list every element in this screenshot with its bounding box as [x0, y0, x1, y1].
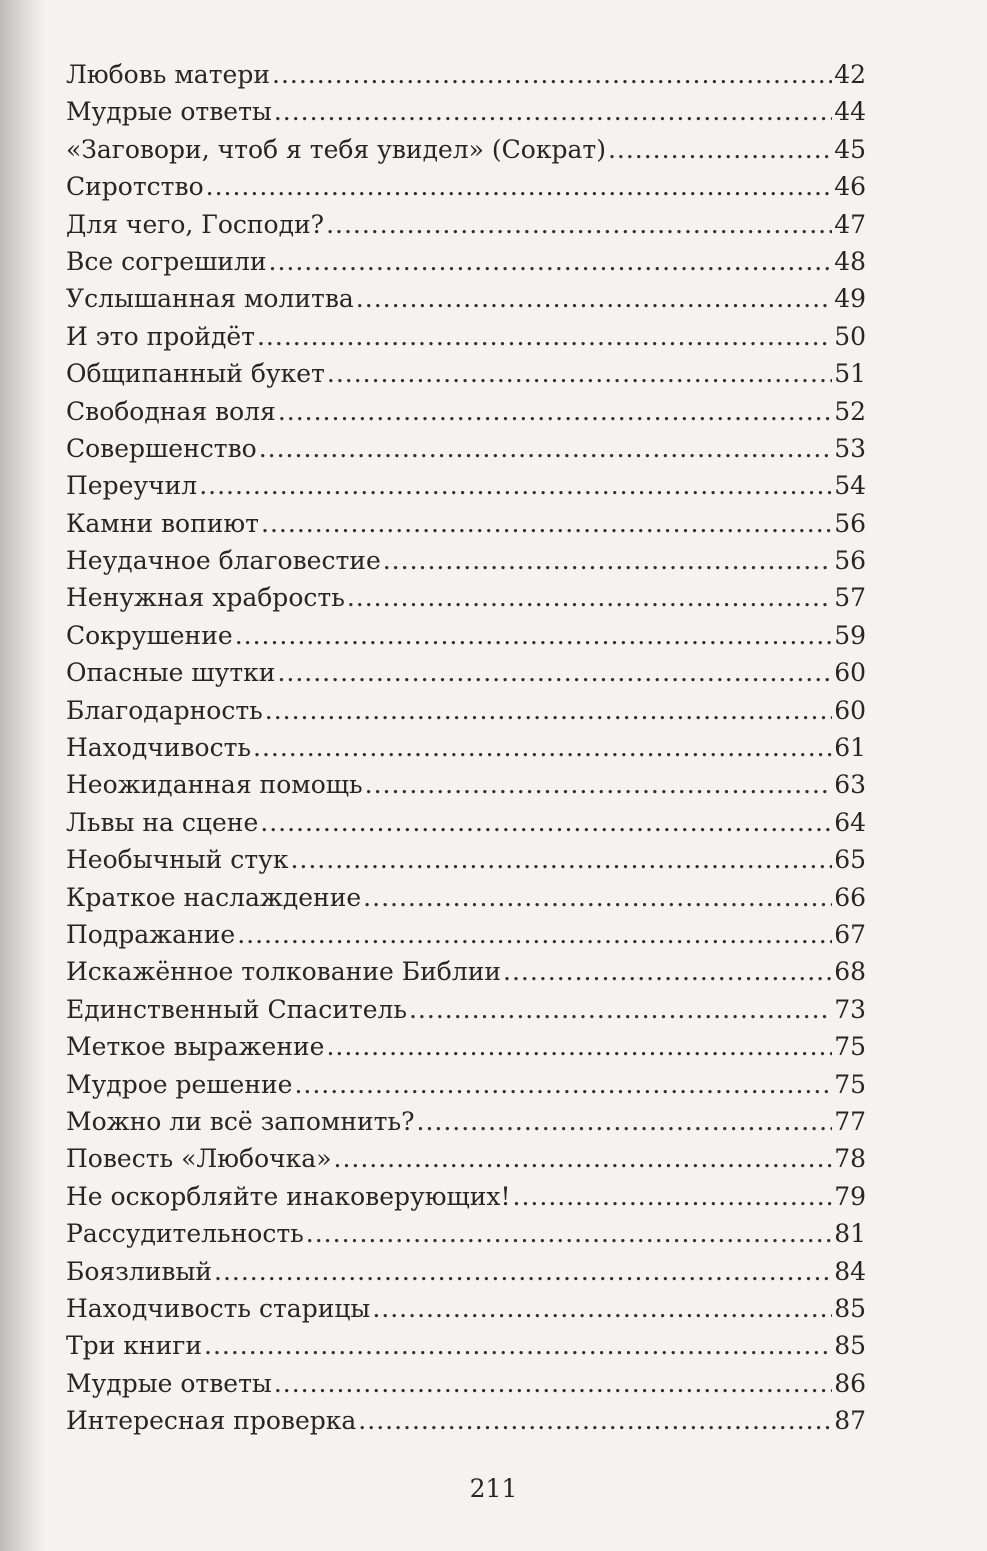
dot-leader: [272, 56, 832, 93]
dot-leader: [265, 692, 832, 729]
dot-leader: [358, 1402, 832, 1439]
toc-entry-page: 87: [834, 1406, 866, 1436]
dot-leader: [608, 131, 832, 168]
toc-entry: [66, 1103, 866, 1140]
dot-leader: [294, 1066, 832, 1103]
toc-entry-title: «Заговори, чтоб я тебя увидел» (Сократ): [66, 134, 606, 164]
toc-entry-title: Все согрешили: [66, 246, 267, 276]
toc-entry: [66, 542, 866, 579]
dot-leader: [269, 243, 832, 280]
dot-leader: [261, 505, 832, 542]
dot-leader: [253, 729, 832, 766]
dot-leader: [365, 766, 832, 803]
dot-leader: [363, 879, 832, 916]
dot-leader: [372, 1290, 832, 1327]
toc-entry-page: 53: [834, 433, 866, 463]
toc-entry: [66, 1066, 866, 1103]
toc-entry-page: 75: [834, 1032, 866, 1062]
toc-entry-title: Мудрые ответы: [66, 1368, 272, 1398]
toc-entry-page: 46: [834, 172, 866, 202]
dot-leader: [290, 841, 832, 878]
toc-entry-page: 86: [834, 1368, 866, 1398]
toc-entry-title: Можно ли всё запомнить?: [66, 1106, 415, 1136]
toc-entry: [66, 804, 866, 841]
toc-entry-title: Подражание: [66, 919, 236, 949]
toc-entry-page: 52: [834, 396, 866, 426]
toc-entry-page: 45: [834, 134, 866, 164]
toc-entry-page: 84: [834, 1256, 866, 1286]
toc-entry: [66, 280, 866, 317]
toc-entry: [66, 579, 866, 616]
toc-entry: [66, 766, 866, 803]
toc-entry: [66, 467, 866, 504]
toc-entry-title: Мудрое решение: [66, 1069, 293, 1099]
dot-leader: [326, 206, 832, 243]
toc-entry-page: 67: [834, 919, 866, 949]
toc-entry: [66, 1028, 866, 1065]
toc-entry-title: Благодарность: [66, 695, 263, 725]
toc-entry-page: 56: [834, 508, 866, 538]
toc-entry-title: Находчивость старицы: [66, 1293, 371, 1323]
toc-entry-page: 60: [834, 658, 866, 688]
toc-entry: [66, 1253, 866, 1290]
toc-entry: [66, 1327, 866, 1364]
dot-leader: [326, 1028, 832, 1065]
dot-leader: [513, 1178, 832, 1215]
toc-entry-title: Находчивость: [66, 733, 252, 763]
toc-entry: [66, 1290, 866, 1327]
toc-entry-page: 66: [834, 882, 866, 912]
dot-leader: [259, 430, 832, 467]
toc-entry-page: 42: [834, 60, 866, 89]
toc-entry: [66, 393, 866, 430]
toc-entry-title: Меткое выражение: [66, 1032, 325, 1062]
dot-leader: [260, 804, 832, 841]
toc-entry: [66, 131, 866, 168]
toc-entry: [66, 1365, 866, 1402]
toc-entry: [66, 729, 866, 766]
toc-entry: [66, 206, 866, 243]
toc-entry-page: 63: [834, 770, 866, 800]
toc-entry: [66, 430, 866, 467]
toc-entry-page: 49: [834, 284, 866, 314]
dot-leader: [214, 1253, 832, 1290]
toc-entry: [66, 953, 866, 990]
toc-entry: [66, 243, 866, 280]
toc-entry: [66, 1140, 866, 1177]
toc-entry-title: Краткое наслаждение: [66, 882, 362, 912]
toc-entry-title: Неудачное благовестие: [66, 546, 381, 576]
toc-entry: [66, 355, 866, 392]
toc-entry: [66, 56, 866, 93]
toc-entry-page: 77: [834, 1106, 866, 1136]
dot-leader: [235, 617, 832, 654]
toc-entry-title: Опасные шутки: [66, 658, 276, 688]
book-binding-shadow: [0, 0, 46, 1551]
toc-entry-title: Сокрушение: [66, 620, 233, 650]
dot-leader: [409, 991, 832, 1028]
toc-entry-page: 57: [834, 583, 866, 613]
toc-entry-page: 68: [834, 957, 866, 987]
toc-entry: [66, 916, 866, 953]
dot-leader: [274, 93, 832, 130]
dot-leader: [417, 1103, 833, 1140]
toc-entry-page: 64: [834, 807, 866, 837]
toc-entry-title: Ненужная храбрость: [66, 583, 345, 613]
toc-entry: [66, 1215, 866, 1252]
toc-entry-page: 75: [834, 1069, 866, 1099]
toc-entry-title: Не оскорбляйте инаковерующих!: [66, 1181, 511, 1211]
page-number: 211: [469, 1474, 518, 1503]
dot-leader: [306, 1215, 832, 1252]
toc-entry: [66, 841, 866, 878]
dot-leader: [503, 953, 832, 990]
toc-entry-title: Сиротство: [66, 172, 204, 202]
toc-entry-page: 65: [834, 845, 866, 875]
toc-entry-page: 61: [834, 733, 866, 763]
dot-leader: [257, 318, 832, 355]
toc-entry: [66, 1178, 866, 1215]
dot-leader: [334, 1140, 833, 1177]
toc-entry-title: Мудрые ответы: [66, 97, 272, 127]
toc-entry: [66, 879, 866, 916]
toc-entry-title: Камни вопиют: [66, 508, 260, 538]
toc-entry-title: Повесть «Любочка»: [66, 1144, 332, 1174]
toc-entry-page: 47: [834, 209, 866, 239]
toc-entry-title: Любовь матери: [66, 60, 271, 89]
toc-entry-page: 50: [834, 321, 866, 351]
toc-entry-title: Рассудительность: [66, 1219, 304, 1249]
toc-entry: [66, 692, 866, 729]
dot-leader: [237, 916, 832, 953]
toc-entry: [66, 505, 866, 542]
toc-entry-page: 81: [834, 1219, 866, 1249]
dot-leader: [278, 393, 832, 430]
toc-entry-page: 85: [834, 1293, 866, 1323]
dot-leader: [347, 579, 832, 616]
toc-entry: [66, 318, 866, 355]
toc-entry-title: Совершенство: [66, 433, 257, 463]
toc-entry-title: Неожиданная помощь: [66, 770, 363, 800]
toc-entry-title: Львы на сцене: [66, 807, 259, 837]
toc-entry: [66, 654, 866, 691]
toc-entry-page: 51: [834, 359, 866, 389]
toc-entry: [66, 1402, 866, 1439]
toc-entry-page: 59: [834, 620, 866, 650]
toc-entry-page: 44: [834, 97, 866, 127]
toc-entry-title: Три книги: [66, 1331, 202, 1361]
toc-entry: [66, 168, 866, 205]
toc-entry: [66, 991, 866, 1028]
toc-entry-title: Услышанная молитва: [66, 284, 354, 314]
toc-entry: [66, 93, 866, 130]
toc-entry-page: 85: [834, 1331, 866, 1361]
table-of-contents: [66, 56, 866, 1439]
toc-entry-page: 48: [834, 246, 866, 276]
toc-entry-title: Для чего, Господи?: [66, 209, 325, 239]
toc-entry-title: Интересная проверка: [66, 1406, 357, 1436]
dot-leader: [383, 542, 832, 579]
toc-entry-page: 73: [834, 994, 866, 1024]
toc-entry-title: Боязливый: [66, 1256, 213, 1286]
toc-entry-page: 78: [834, 1144, 866, 1174]
toc-entry-title: Свободная воля: [66, 396, 276, 426]
toc-entry-page: 60: [834, 695, 866, 725]
toc-entry-title: Переучил: [66, 471, 198, 501]
toc-entry-title: Необычный стук: [66, 845, 289, 875]
dot-leader: [199, 467, 832, 504]
dot-leader: [274, 1365, 832, 1402]
toc-entry: [66, 617, 866, 654]
toc-entry-page: 54: [834, 471, 866, 501]
toc-entry-page: 56: [834, 546, 866, 576]
dot-leader: [206, 168, 832, 205]
toc-entry-title: Общипанный букет: [66, 359, 325, 389]
dot-leader: [204, 1327, 832, 1364]
dot-leader: [277, 654, 832, 691]
dot-leader: [327, 355, 832, 392]
toc-entry-title: И это пройдёт: [66, 321, 255, 351]
toc-entry-title: Единственный Спаситель: [66, 994, 407, 1024]
dot-leader: [356, 280, 832, 317]
toc-entry-title: Искажённое толкование Библии: [66, 957, 502, 987]
toc-entry-page: 79: [834, 1181, 866, 1211]
